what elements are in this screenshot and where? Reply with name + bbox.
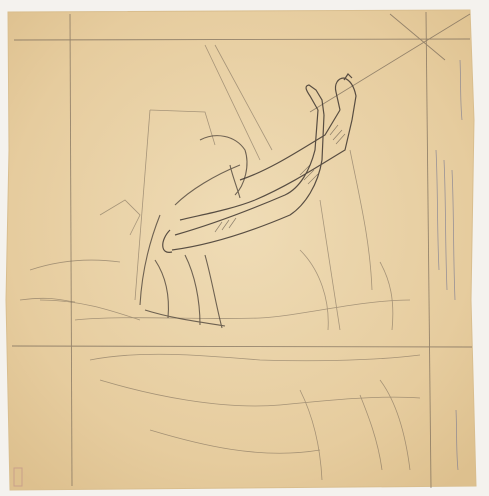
- tracing-paper-sheet: [6, 10, 476, 490]
